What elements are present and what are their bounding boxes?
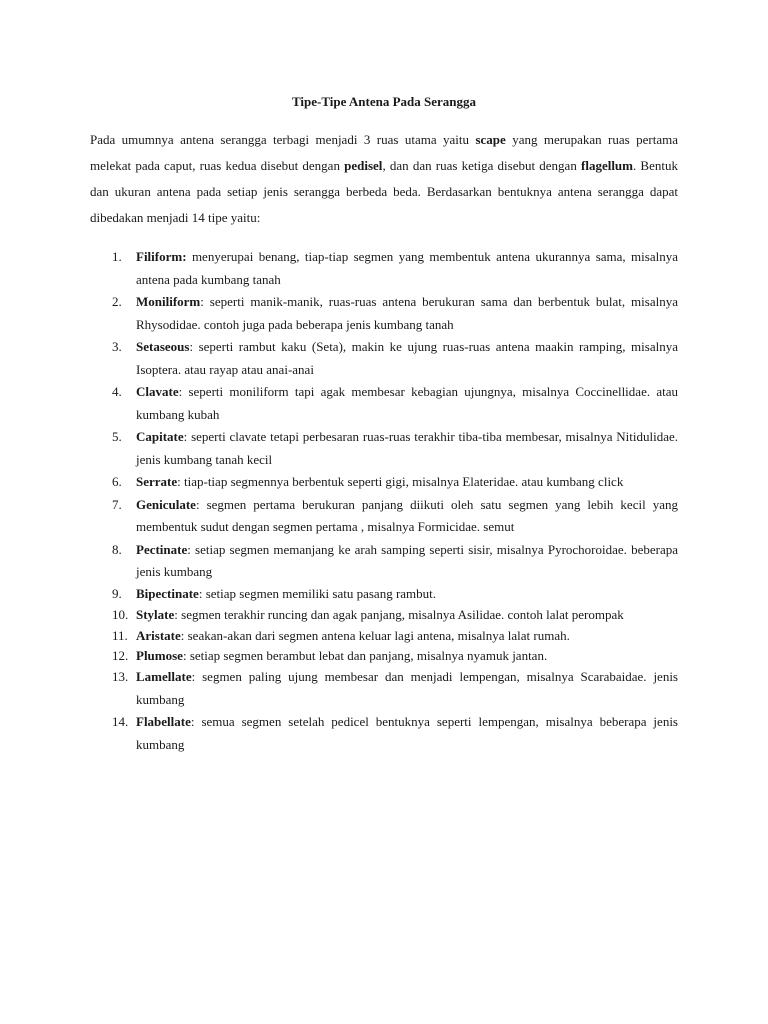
item-desc: : seakan-akan dari segmen antena keluar lagi antena, misalnya lalat rumah. bbox=[180, 628, 570, 643]
antenna-type-list bbox=[90, 246, 678, 756]
item-desc: : seperti clavate tetapi perbesaran ruas-ruas terakhir tiba-tiba membesar, misalnya Nitidulidae. jenis kumbang tanah kecil bbox=[136, 429, 678, 467]
item-desc: : setiap segmen memiliki satu pasang rambut. bbox=[198, 585, 437, 601]
item-number: 5. bbox=[112, 429, 122, 444]
list-item bbox=[90, 646, 678, 666]
list-item bbox=[90, 291, 678, 336]
item-number: 9. bbox=[112, 585, 122, 601]
item-desc: : tiap-tiap segmennya berbentuk seperti gigi, misalnya Elateridae. atau kumbang click bbox=[177, 474, 624, 489]
item-term: Moniliform bbox=[136, 294, 201, 309]
item-number: 3. bbox=[112, 339, 122, 354]
item-number: 11. bbox=[112, 628, 128, 643]
term-flagellum: flagellum bbox=[581, 158, 633, 173]
item-desc: : segmen pertama berukuran panjang diikuti oleh satu segmen yang lebih kecil yang membentuk sudut dengan segmen pertama , misalnya Formicidae. semut bbox=[136, 496, 678, 534]
item-number: 13. bbox=[112, 669, 129, 684]
item-number: 2. bbox=[112, 294, 122, 309]
intro-text-2: yang merupakan ruas pertama melekat pada caput, ruas kedua disebut dengan bbox=[90, 132, 678, 173]
item-number: 12. bbox=[112, 648, 129, 663]
item-term: Aristate bbox=[136, 628, 181, 643]
item-term: Filiform: bbox=[136, 249, 187, 264]
term-scape: scape bbox=[475, 132, 506, 147]
item-desc: : segmen terakhir runcing dan agak panjang, misalnya Asilidae. contoh lalat perompak bbox=[174, 606, 624, 622]
item-desc: : semua segmen setelah pedicel bentuknya seperti lempengan, misalnya beberapa jenis kumbang bbox=[136, 714, 678, 752]
item-term: Lamellate bbox=[136, 669, 192, 684]
list-item bbox=[90, 711, 678, 756]
item-number: 7. bbox=[112, 496, 122, 512]
item-term: Pectinate bbox=[136, 541, 188, 557]
page-title: Tipe-Tipe Antena Pada Serangga bbox=[291, 94, 477, 109]
item-term: Setaseous bbox=[136, 339, 190, 354]
item-desc: : seperti rambut kaku (Seta), makin ke ujung ruas-ruas antena maakin ramping, misalnya Isoptera. atau rayap atau anai-anai bbox=[136, 339, 678, 377]
item-term: Serrate bbox=[136, 474, 178, 489]
list-item bbox=[90, 471, 678, 494]
item-number: 6. bbox=[112, 474, 122, 489]
list-item bbox=[90, 604, 678, 627]
intro-paragraph bbox=[90, 127, 678, 231]
item-number: 1. bbox=[112, 249, 122, 264]
list-item bbox=[90, 381, 678, 426]
list-item bbox=[90, 246, 678, 291]
item-term: Geniculate bbox=[136, 496, 196, 512]
item-desc: : setiap segmen berambut lebat dan panjang, misalnya nyamuk jantan. bbox=[182, 648, 548, 663]
list-item bbox=[90, 426, 678, 471]
item-number: 14. bbox=[112, 714, 129, 729]
item-desc: : seperti moniliform tapi agak membesar kebagian ujungnya, misalnya Coccinellidae. atau kumbang kubah bbox=[136, 384, 678, 422]
list-item bbox=[90, 626, 678, 646]
item-term: Plumose bbox=[136, 648, 183, 663]
item-term: Stylate bbox=[136, 606, 175, 622]
item-number: 8. bbox=[112, 541, 122, 557]
item-term: Flabellate bbox=[136, 714, 191, 729]
item-number: 4. bbox=[112, 384, 122, 399]
item-desc: : setiap segmen memanjang ke arah samping seperti sisir, misalnya Pyrochoroidae. beberapa jenis kumbang bbox=[136, 541, 678, 579]
item-desc: menyerupai benang, tiap-tiap segmen yang membentuk antena ukurannya sama, misalnya antena pada kumbang tanah bbox=[136, 249, 678, 287]
item-number: 10. bbox=[112, 606, 129, 622]
list-item bbox=[90, 539, 678, 584]
list-item bbox=[90, 336, 678, 381]
item-term: Clavate bbox=[136, 384, 179, 399]
intro-text-1: Pada umumnya antena serangga terbagi menjadi 3 ruas utama yaitu bbox=[90, 132, 476, 147]
term-pedisel: pedisel bbox=[344, 158, 383, 173]
item-desc: : seperti manik-manik, ruas-ruas antena berukuran sama dan berbentuk bulat, misalnya Rhysodidae. contoh juga pada beberapa jenis kumbang tanah bbox=[136, 294, 678, 332]
intro-text-3: , dan dan ruas ketiga disebut dengan bbox=[382, 158, 581, 173]
list-item bbox=[90, 584, 678, 604]
intro-text-4: . Bentuk dan ukuran antena pada setiap jenis serangga berbeda beda. Berdasarkan bentuknya antena serangga dapat dibedakan menjadi 14 tipe yaitu: bbox=[90, 158, 678, 225]
list-item bbox=[90, 494, 678, 539]
item-term: Capitate bbox=[136, 429, 184, 444]
item-term: Bipectinate bbox=[136, 585, 199, 601]
item-desc: : segmen paling ujung membesar dan menjadi lempengan, misalnya Scarabaidae. jenis kumbang bbox=[136, 669, 678, 707]
list-item bbox=[90, 666, 678, 711]
